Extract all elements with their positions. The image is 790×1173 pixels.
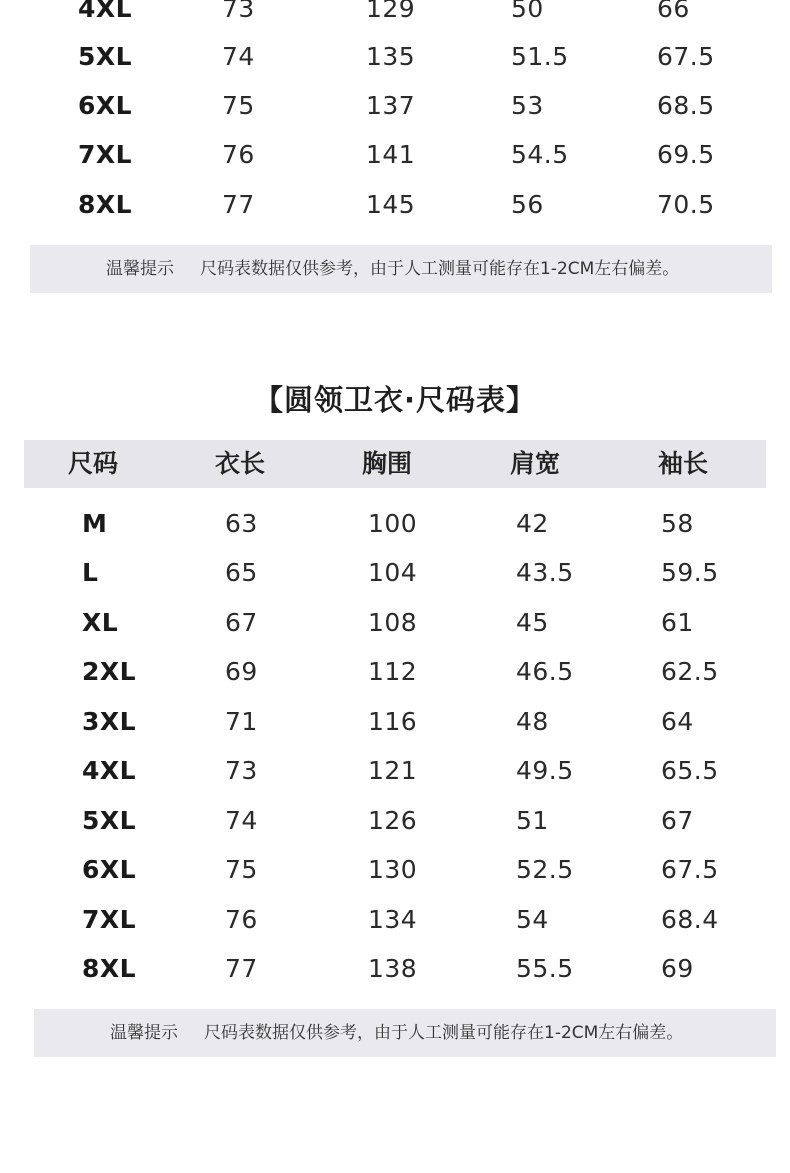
shoulder-cell: 55.5 bbox=[516, 954, 574, 983]
sleeve-cell: 67 bbox=[661, 806, 694, 835]
size-notice-bottom bbox=[34, 1009, 776, 1057]
length-cell: 76 bbox=[222, 140, 255, 169]
size-cell: 2XL bbox=[82, 657, 137, 686]
shoulder-cell: 53 bbox=[511, 91, 544, 120]
length-cell: 73 bbox=[222, 0, 255, 23]
chest-cell: 145 bbox=[366, 190, 416, 219]
size-cell: M bbox=[82, 509, 108, 538]
size-chart-title: 【圆领卫衣·尺码表】 bbox=[253, 383, 537, 417]
notice-text: 尺码表数据仅供参考，由于人工测量可能存在1-2CM左右偏差。 bbox=[204, 1023, 684, 1043]
sleeve-cell: 65.5 bbox=[661, 756, 719, 785]
size-cell: 8XL bbox=[82, 954, 137, 983]
size-cell: 6XL bbox=[82, 855, 137, 884]
notice-text: 尺码表数据仅供参考，由于人工测量可能存在1-2CM左右偏差。 bbox=[200, 259, 680, 279]
header-size: 尺码 bbox=[68, 449, 119, 478]
shoulder-cell: 42 bbox=[516, 509, 549, 538]
length-cell: 65 bbox=[225, 558, 258, 587]
length-cell: 76 bbox=[225, 905, 258, 934]
length-cell: 77 bbox=[222, 190, 255, 219]
sleeve-cell: 67.5 bbox=[657, 42, 715, 71]
size-cell: 4XL bbox=[82, 756, 137, 785]
chest-cell: 112 bbox=[368, 657, 418, 686]
shoulder-cell: 48 bbox=[516, 707, 549, 736]
length-cell: 69 bbox=[225, 657, 258, 686]
header-sleeve: 袖长 bbox=[658, 449, 709, 478]
table-row bbox=[0, 702, 790, 742]
sleeve-cell: 68.4 bbox=[661, 905, 719, 934]
shoulder-cell: 51.5 bbox=[511, 42, 569, 71]
length-cell: 75 bbox=[225, 855, 258, 884]
sleeve-cell: 61 bbox=[661, 608, 694, 637]
sleeve-cell: 69.5 bbox=[657, 140, 715, 169]
sleeve-cell: 66 bbox=[657, 0, 690, 23]
length-cell: 74 bbox=[222, 42, 255, 71]
chest-cell: 130 bbox=[368, 855, 418, 884]
chest-cell: 138 bbox=[368, 954, 418, 983]
chest-cell: 100 bbox=[368, 509, 418, 538]
chest-cell: 134 bbox=[368, 905, 418, 934]
sleeve-cell: 67.5 bbox=[661, 855, 719, 884]
table-row bbox=[0, 900, 790, 940]
size-cell: 3XL bbox=[82, 707, 137, 736]
chest-cell: 116 bbox=[368, 707, 418, 736]
table-row bbox=[0, 86, 790, 126]
shoulder-cell: 52.5 bbox=[516, 855, 574, 884]
table-row bbox=[0, 751, 790, 791]
table-row bbox=[0, 504, 790, 544]
shoulder-cell: 46.5 bbox=[516, 657, 574, 686]
size-cell: 5XL bbox=[82, 806, 137, 835]
chest-cell: 137 bbox=[366, 91, 416, 120]
length-cell: 67 bbox=[225, 608, 258, 637]
size-cell: L bbox=[82, 558, 99, 587]
length-cell: 75 bbox=[222, 91, 255, 120]
table-row bbox=[0, 553, 790, 593]
sleeve-cell: 68.5 bbox=[657, 91, 715, 120]
chest-cell: 121 bbox=[368, 756, 418, 785]
table-row bbox=[0, 850, 790, 890]
chest-cell: 108 bbox=[368, 608, 418, 637]
size-cell: XL bbox=[82, 608, 119, 637]
sleeve-cell: 64 bbox=[661, 707, 694, 736]
length-cell: 73 bbox=[225, 756, 258, 785]
table-row bbox=[0, 37, 790, 77]
sleeve-cell: 70.5 bbox=[657, 190, 715, 219]
table-row bbox=[0, 185, 790, 225]
size-cell: 7XL bbox=[78, 140, 133, 169]
chest-cell: 135 bbox=[366, 42, 416, 71]
table-header bbox=[24, 440, 766, 488]
shoulder-cell: 49.5 bbox=[516, 756, 574, 785]
size-cell: 7XL bbox=[82, 905, 137, 934]
size-cell: 6XL bbox=[78, 91, 133, 120]
chest-cell: 104 bbox=[368, 558, 418, 587]
shoulder-cell: 45 bbox=[516, 608, 549, 637]
table-row bbox=[0, 0, 790, 29]
sleeve-cell: 62.5 bbox=[661, 657, 719, 686]
length-cell: 74 bbox=[225, 806, 258, 835]
chest-cell: 129 bbox=[366, 0, 416, 23]
table-row bbox=[0, 801, 790, 841]
shoulder-cell: 54 bbox=[516, 905, 549, 934]
length-cell: 71 bbox=[225, 707, 258, 736]
shoulder-cell: 51 bbox=[516, 806, 549, 835]
header-chest: 胸围 bbox=[362, 449, 413, 478]
notice-label: 温馨提示 bbox=[106, 259, 174, 279]
table-row bbox=[0, 603, 790, 643]
shoulder-cell: 43.5 bbox=[516, 558, 574, 587]
shoulder-cell: 56 bbox=[511, 190, 544, 219]
table-row bbox=[0, 949, 790, 989]
size-cell: 4XL bbox=[78, 0, 133, 23]
sleeve-cell: 69 bbox=[661, 954, 694, 983]
length-cell: 77 bbox=[225, 954, 258, 983]
header-length: 衣长 bbox=[215, 449, 266, 478]
sleeve-cell: 59.5 bbox=[661, 558, 719, 587]
shoulder-cell: 54.5 bbox=[511, 140, 569, 169]
header-shoulder: 肩宽 bbox=[510, 449, 561, 478]
size-cell: 5XL bbox=[78, 42, 133, 71]
table-row bbox=[0, 135, 790, 175]
shoulder-cell: 50 bbox=[511, 0, 544, 23]
sleeve-cell: 58 bbox=[661, 509, 694, 538]
chest-cell: 126 bbox=[368, 806, 418, 835]
chest-cell: 141 bbox=[366, 140, 416, 169]
size-notice-top bbox=[30, 245, 772, 293]
length-cell: 63 bbox=[225, 509, 258, 538]
table-row bbox=[0, 652, 790, 692]
size-cell: 8XL bbox=[78, 190, 133, 219]
notice-label: 温馨提示 bbox=[110, 1023, 178, 1043]
